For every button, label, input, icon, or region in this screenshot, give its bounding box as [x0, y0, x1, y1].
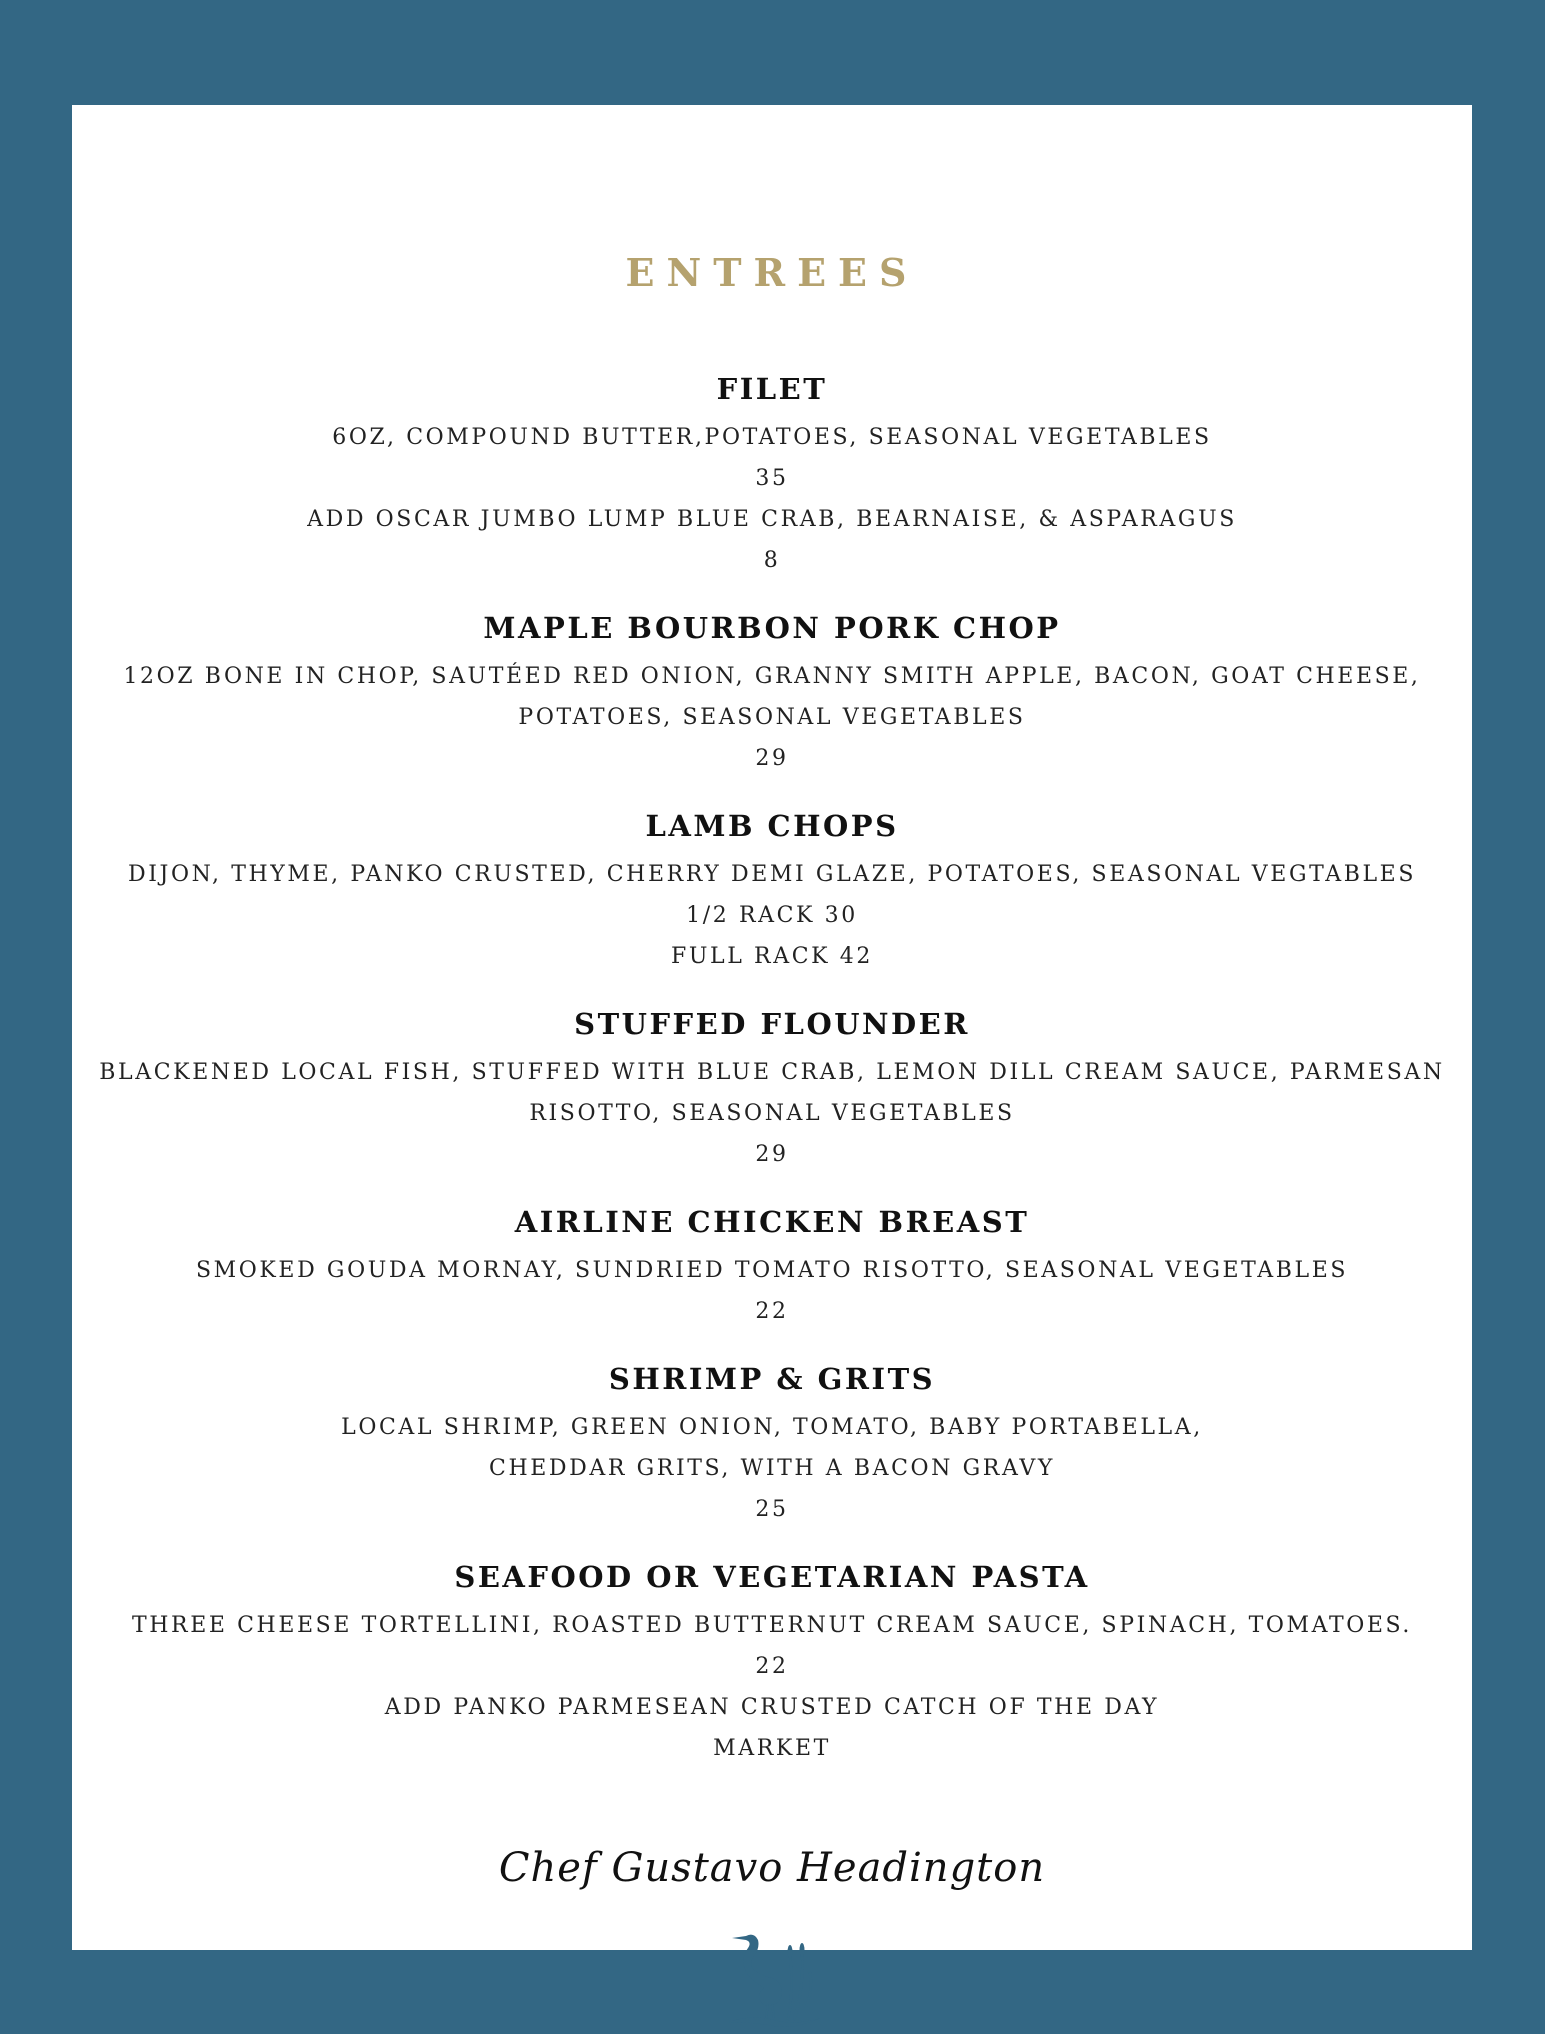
item-price: 22: [755, 1299, 789, 1324]
menu-item: [72, 1005, 1472, 1175]
item-description: POTATOES, SEASONAL VEGETABLES: [518, 705, 1026, 730]
item-name: LAMB CHOPS: [645, 809, 899, 843]
item-price: 22: [755, 1654, 789, 1679]
item-description: THREE CHEESE TORTELLINI, ROASTED BUTTERNUT CREAM SAUCE, SPINACH, TOMATOES.: [131, 1613, 1413, 1638]
item-price: 1/2 RACK 30: [686, 903, 858, 928]
item-name: FILET: [716, 372, 828, 406]
menu-item: [72, 1203, 1472, 1332]
item-description: CHEDDAR GRITS, WITH A BACON GRAVY: [489, 1456, 1055, 1481]
item-name: SEAFOOD OR VEGETARIAN PASTA: [454, 1560, 1090, 1594]
item-name: SHRIMP & GRITS: [608, 1362, 936, 1396]
menu-item: [72, 609, 1472, 779]
chef-signature: Chef Gustavo Headington: [498, 1845, 1046, 1891]
item-description: DIJON, THYME, PANKO CRUSTED, CHERRY DEMI GLAZE, POTATOES, SEASONAL VEGTABLES: [128, 862, 1416, 887]
menu-item: [72, 1360, 1472, 1530]
menu-title: ENTREES: [625, 250, 919, 295]
item-name: MAPLE BOURBON PORK CHOP: [483, 611, 1061, 645]
menu-page: [72, 105, 1472, 1950]
item-description: BLACKENED LOCAL FISH, STUFFED WITH BLUE CRAB, LEMON DILL CREAM SAUCE, PARMESAN: [99, 1060, 1445, 1085]
item-description: SMOKED GOUDA MORNAY, SUNDRIED TOMATO RISOTTO, SEASONAL VEGETABLES: [195, 1258, 1349, 1283]
item-description: 12OZ BONE IN CHOP, SAUTÉED RED ONION, GRANNY SMITH APPLE, BACON, GOAT CHEESE,: [123, 664, 1421, 689]
item-price: 25: [755, 1497, 789, 1522]
item-price: 29: [755, 1142, 789, 1167]
item-addon: ADD PANKO PARMESEAN CRUSTED CATCH OF THE DAY: [384, 1695, 1160, 1720]
menu-item: [72, 1558, 1472, 1769]
item-price: 35: [755, 466, 789, 491]
heron-icon: [724, 1930, 824, 2030]
item-description: 6OZ, COMPOUND BUTTER,POTATOES, SEASONAL VEGETABLES: [332, 425, 1212, 450]
item-addon: ADD OSCAR JUMBO LUMP BLUE CRAB, BEARNAISE, & ASPARAGUS: [307, 507, 1237, 532]
item-price: 29: [755, 746, 789, 771]
item-name: AIRLINE CHICKEN BREAST: [514, 1205, 1030, 1239]
menu-item: [72, 370, 1472, 581]
menu-item: [72, 807, 1472, 977]
item-description: RISOTTO, SEASONAL VEGETABLES: [529, 1101, 1015, 1126]
item-addon-price: 8: [763, 548, 781, 573]
item-description: LOCAL SHRIMP, GREEN ONION, TOMATO, BABY PORTABELLA,: [341, 1415, 1203, 1440]
item-name: STUFFED FLOUNDER: [574, 1007, 970, 1041]
menu-items: [72, 370, 1472, 1797]
item-addon-price: MARKET: [713, 1736, 831, 1761]
item-price: FULL RACK 42: [671, 944, 873, 969]
